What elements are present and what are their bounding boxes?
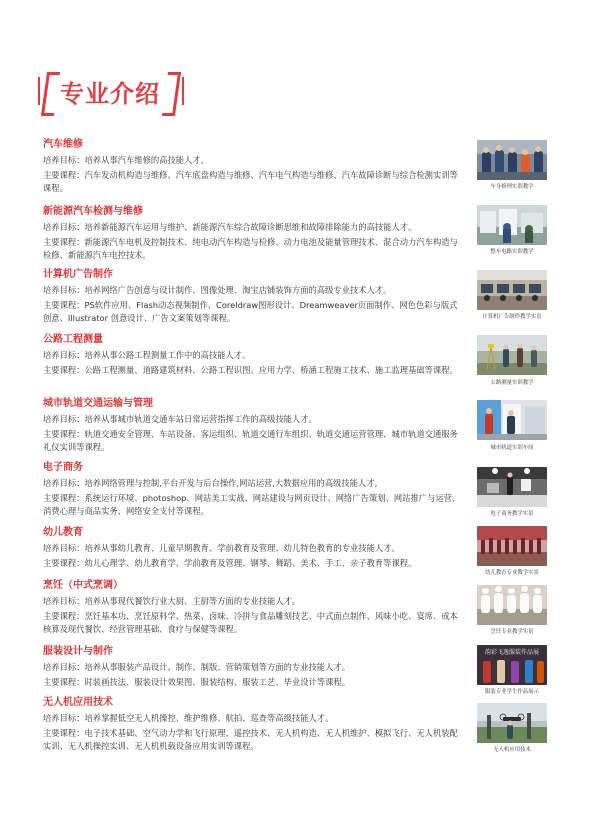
photo-caption: 服装专业学生作品展示 — [485, 689, 539, 695]
major-title: 汽车维修 — [43, 139, 83, 150]
major-title: 新能源汽车检测与维修 — [43, 206, 143, 217]
major-courses: 主要课程：系统运行环境、photoshop、网站美工实战、网站建设与网页设计、网络广告策划、网站推广与运营、消费心理与商品实务、网络安全支付等课程。 — [43, 493, 461, 516]
photo-urban-rail — [477, 400, 547, 440]
major-goal: 培养目标：培养网络广告创意与设计制作、图像处理、淘宝店铺装饰方面的高级专业技术人才。 — [43, 285, 392, 295]
major-goal: 培养目标：培养从事公路工程测量工作中的高技能人才。 — [43, 350, 251, 360]
photo-computer-advertising — [477, 270, 547, 310]
photo-caption: 烹饪专业教学实景 — [490, 629, 534, 635]
major-title: 计算机广告制作 — [43, 269, 113, 280]
photo-caption: 公路测量实训教学 — [490, 380, 534, 386]
major-courses: 主要课程：幼儿心理学、幼儿教育学、学前教育及管理、钢琴、舞蹈、美术、手工、亲子教育等课程。 — [43, 558, 417, 568]
page-header — [36, 68, 186, 114]
photo-new-energy-vehicle — [477, 205, 547, 245]
major-courses: 主要课程：汽车发动机构造与维修、汽车底盘构造与维修、汽车电气构造与维修、汽车故障诊断与综合检测实训等课程。 — [43, 170, 458, 193]
major-courses: 主要课程：轨道交通安全管理、车站设备、客运组织、轨道交通行车组织、轨道交通运营管理、城市轨道交通服务礼仪实训等课程。 — [43, 429, 458, 452]
photo-caption: 无人机应用技术 — [493, 747, 531, 753]
major-goal: 培养目标：培养从事服装产品设计、制作、制版、营销策划等方面的专业技能人才。 — [43, 662, 350, 672]
major-courses: 主要课程：烹饪基本功、烹饪原料学、热菜、卤味、冷拼与食品雕刻技艺、中式面点制作、风味小吃、宴席、成本核算及现代餐饮、经营管理基础、食疗与保健等课程。 — [43, 611, 458, 634]
major-title: 服装设计与制作 — [43, 646, 113, 657]
major-goal: 培养目标：培养从事城市轨道交通车站日常运营指挥工作的高级技能人才。 — [43, 414, 317, 424]
photo-caption: 整车电路实训教学 — [490, 249, 534, 255]
photo-caption: 电子商务教学实景 — [490, 511, 534, 517]
photo-caption: 幼儿教育专业教学实景 — [485, 570, 539, 576]
major-goal: 培养目标：培养从事现代餐饮行业大厨、主厨等方面的专业技能人才。 — [43, 596, 301, 606]
major-section-early-childhood — [43, 526, 463, 570]
major-section-new-energy-vehicle — [43, 205, 463, 262]
photo-caption: 计算机广告制作教学实景 — [482, 314, 542, 320]
major-section-road-survey — [43, 333, 463, 377]
bracket-left-decoration — [36, 68, 56, 114]
photo-caption: 车身修理实训教学 — [490, 184, 534, 190]
major-section-cooking — [43, 579, 463, 636]
photo-road-survey — [477, 335, 547, 375]
major-title: 城市轨道交通运输与管理 — [43, 398, 153, 409]
major-goal: 培养目标：培养掌握低空无人机操控、维护维修、航拍、巡查等高级技能人才。 — [43, 713, 334, 723]
photo-early-childhood — [477, 526, 547, 566]
major-section-urban-rail — [43, 397, 463, 454]
major-courses: 主要课程：电子技术基础、空气动力学和飞行原理、遥控技术、无人机构造、无人机维护、模拟飞行、无人机装配实训、无人机操控实训、无人机机载设备应用实训等课程。 — [43, 728, 458, 751]
major-title: 电子商务 — [43, 462, 83, 473]
photo-auto-repair — [477, 140, 547, 180]
photo-fashion-design — [477, 645, 547, 685]
major-courses: 主要课程：PS软件应用、Flash动态视频制作、Coreldraw图形设计、Dreamweaver页面制作、网色色彩与版式创意、Illustrator 创意设计、广告文案策划等课程。 — [43, 300, 458, 323]
photo-e-commerce — [477, 467, 547, 507]
major-title: 公路工程测量 — [43, 334, 103, 345]
major-title: 幼儿教育 — [43, 527, 83, 538]
page-title: 专业介绍 — [60, 79, 160, 108]
major-section-e-commerce — [43, 461, 463, 518]
major-section-fashion-design — [43, 645, 463, 689]
major-goal: 培养目标：培养网络管理与控制,平台开发与后台操作,网站运营,大数据应用的高级技能人才。 — [43, 478, 383, 488]
photo-caption: 城市轨道实训车间 — [490, 445, 534, 451]
major-title: 无人机应用技术 — [43, 697, 113, 708]
photo-drone — [477, 703, 547, 743]
bracket-right-decoration — [164, 68, 186, 114]
major-title: 烹饪（中式烹调） — [43, 580, 123, 591]
major-section-auto-repair — [43, 138, 463, 195]
major-section-drone — [43, 696, 463, 753]
major-courses: 主要课程：时装画技法、服装设计效果图、服装结构、服装工艺、毕业设计等课程。 — [43, 677, 350, 687]
major-courses: 主要课程：公路工程测量、道路建筑材料、公路工程识图、应用力学、桥涵工程施工技术、施工监理基础等课程。 — [43, 365, 458, 375]
photo-cooking — [477, 585, 547, 625]
major-goal: 培养目标：培养从事幼儿教育、儿童早期教育、学前教育及管理、幼儿特色教育的专业技能人才。 — [43, 543, 400, 553]
major-goal: 培养目标：培养从事汽车维修的高技能人才。 — [43, 155, 209, 165]
major-section-computer-advertising — [43, 268, 463, 325]
photo-text-fashion: 韵彩飞逸服装作品展 — [484, 649, 540, 656]
major-goal: 培养目标：培养新能源汽车运用与维护、新能源汽车综合故障诊断思维和故障排除能力的高技能人才。 — [43, 222, 417, 232]
major-courses: 主要课程：新能源汽车电机及控制技术、纯电动汽车构造与检修、动力电池及能量管理技术、混合动力汽车构造与检修、新能源汽车电控技术。 — [43, 237, 458, 260]
